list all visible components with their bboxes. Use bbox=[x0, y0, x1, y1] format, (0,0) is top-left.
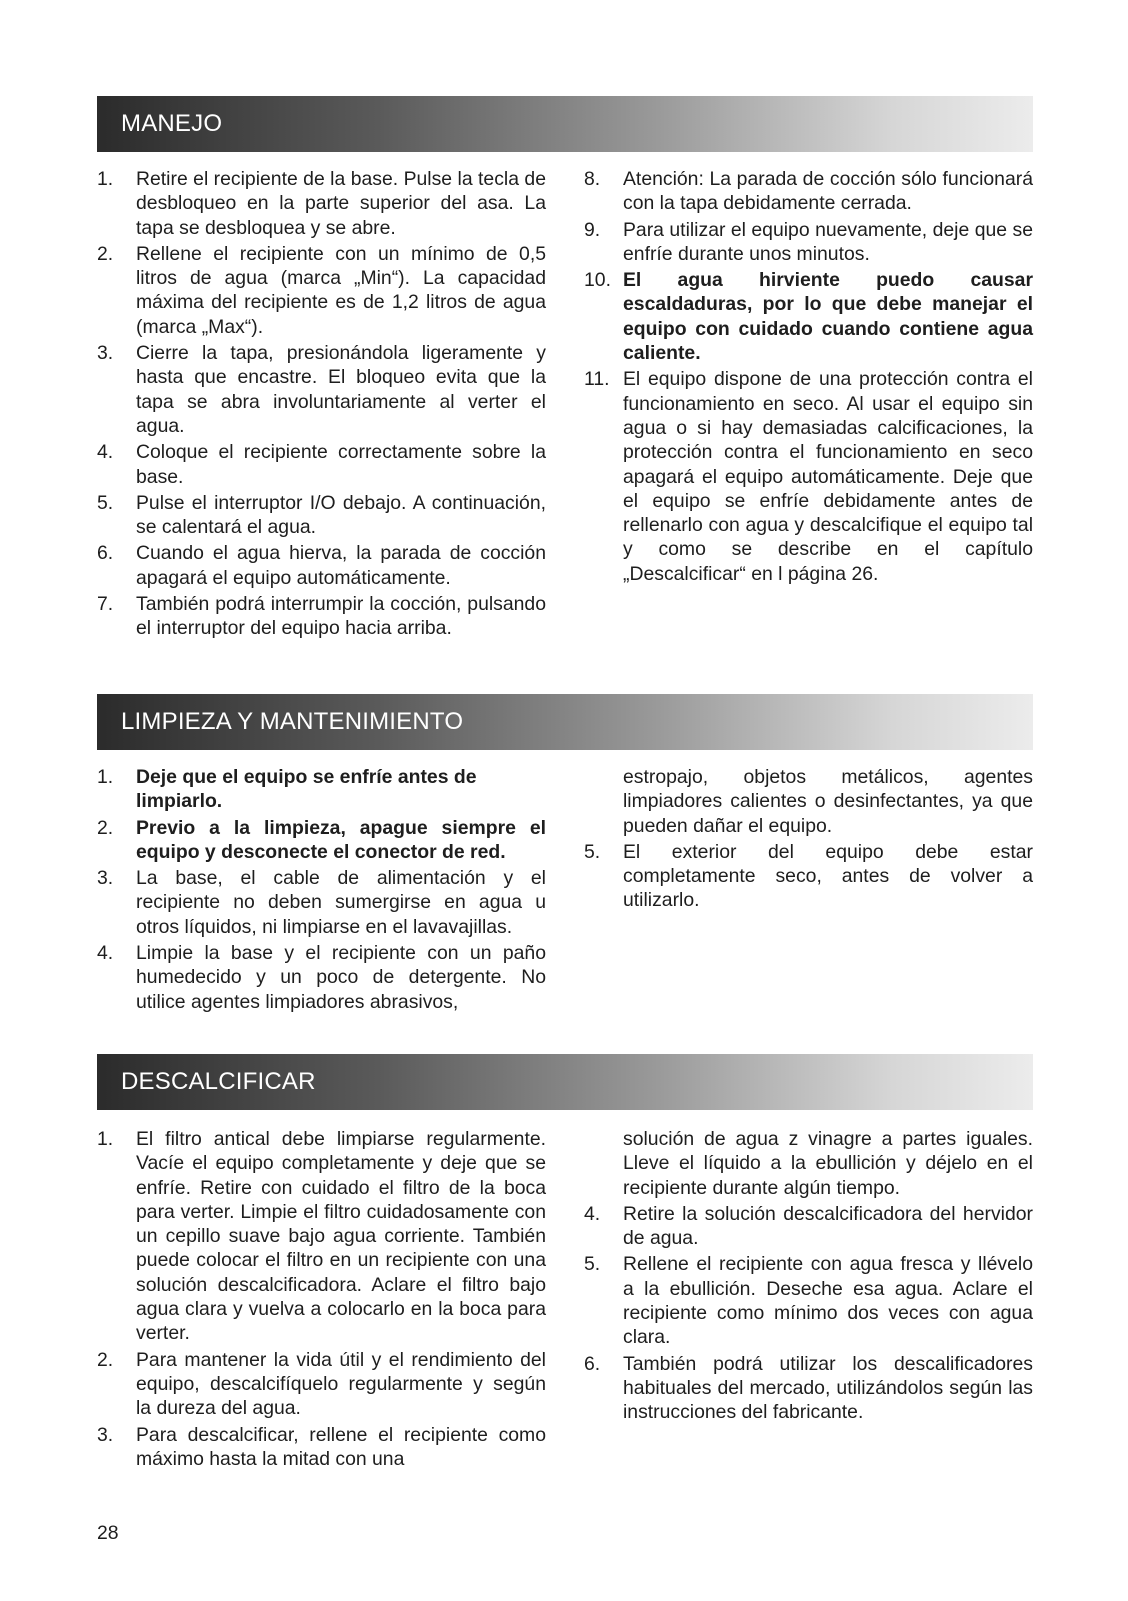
section-title: LIMPIEZA Y MANTENIMIENTO bbox=[121, 708, 464, 735]
warning-list-item: 1. Deje que el equipo se enfríe antes de limpiarlo. bbox=[97, 766, 477, 813]
list-item: 3. Para descalcificar, rellene el recipiente como máximo hasta la mitad con una bbox=[97, 1423, 546, 1470]
list-item: 6. También podrá utilizar los descalificadores habituales del mercado, utilizándolos según las instrucciones del fabricante. bbox=[584, 1352, 1033, 1424]
list-item-continuation: estropajo, objetos metálicos, agentes limpiadores calientes o desinfectantes, ya que pueden dañar el equipo. bbox=[623, 766, 1033, 837]
list-item: 3. Cierre la tapa, presionándola ligeramente y hasta que encastre. El bloqueo evita que la tapa se abra involuntariamente al verter el agua. bbox=[97, 342, 546, 437]
list-item: 9. Para utilizar el equipo nuevamente, deje que se enfríe durante unos minutos. bbox=[584, 218, 1033, 265]
list-item: 4. Coloque el recipiente correctamente sobre la base. bbox=[97, 441, 546, 488]
list-item: 5. Rellene el recipiente con agua fresca y llévelo a la ebullición. Deseche esa agua. Aclare el recipiente como mínimo dos veces con agua clara. bbox=[584, 1253, 1033, 1349]
list-item: 4. Retire la solución descalcificadora del hervidor de agua. bbox=[584, 1202, 1033, 1250]
descalcificar-right-column bbox=[584, 1127, 1033, 1427]
section-title: MANEJO bbox=[121, 110, 223, 137]
list-item: 11. El equipo dispone de una protección contra el funcionamiento en seco. Al usar el equipo sin agua o si hay demasiadas calcificaciones, la protección contra el funcionamiento en seco apagará el equipo automáticamente. Deje que el equipo se enfríe debidamente antes de rellenarlo con agua y descalcifique el equipo tal y como se describe en el capítulo „Descalcificar“ en l página 26. bbox=[584, 368, 1033, 585]
list-item: 2. Para mantener la vida útil y el rendimiento del equipo, descalcifíquelo regularmente y según la dureza del agua. bbox=[97, 1348, 546, 1420]
warning-list-item: 10. El agua hirviente puedo causar escaldaduras, por lo que debe manejar el equipo con cuidado cuando contiene agua caliente. bbox=[584, 269, 1033, 365]
list-item: 3. La base, el cable de alimentación y el recipiente no deben sumergirse en agua u otros líquidos, ni limpiarse en el lavavajillas. bbox=[97, 867, 546, 938]
list-item: 6. Cuando el agua hierva, la parada de cocción apagará el equipo automáticamente. bbox=[97, 542, 546, 589]
descalcificar-left-column bbox=[97, 1127, 546, 1473]
list-item: 2. Rellene el recipiente con un mínimo de 0,5 litros de agua (marca „Min“). La capacidad máxima del recipiente es de 1,2 litros de agua (marca „Max“). bbox=[97, 242, 546, 338]
list-item: 1. El filtro antical debe limpiarse regularmente. Vacíe el equipo completamente y deje que se enfríe. Retire con cuidado el filtro de la boca para verter. Limpie el filtro cuidadosamente con un cepillo suave bajo agua corriente. También puede colocar el filtro en un recipiente con una solución descalcificadora. Aclare el filtro bajo agua clara y vuelva a colocarlo en la boca para verter. bbox=[97, 1128, 546, 1345]
list-item-continuation: solución de agua z vinagre a partes iguales. Lleve el líquido a la ebullición y déjelo en el recipiente durante algún tiempo. bbox=[623, 1128, 1033, 1199]
warning-list-item: 2. Previo a la limpieza, apague siempre el equipo y desconecte el conector de red. bbox=[97, 816, 546, 863]
section-header-limpieza bbox=[97, 694, 1033, 750]
list-item: 5. Pulse el interruptor I/O debajo. A continuación, se calentará el agua. bbox=[97, 491, 546, 539]
page-number: 28 bbox=[97, 1522, 119, 1544]
list-item: 4. Limpie la base y el recipiente con un paño humedecido y un poco de detergente. No utilice agentes limpiadores abrasivos, bbox=[97, 942, 546, 1013]
manejo-left-column bbox=[97, 167, 546, 643]
list-item: 7. También podrá interrumpir la cocción, pulsando el interruptor del equipo hacia arriba. bbox=[97, 593, 546, 640]
manejo-right-column bbox=[584, 167, 1033, 588]
list-item: 5. El exterior del equipo debe estar completamente seco, antes de volver a utilizarlo. bbox=[584, 840, 1033, 912]
list-item: 1. Retire el recipiente de la base. Pulse la tecla de desbloqueo en la parte superior del asa. La tapa se desbloquea y se abre. bbox=[97, 168, 546, 239]
section-title: DESCALCIFICAR bbox=[121, 1068, 316, 1095]
limpieza-left-column bbox=[97, 765, 546, 1016]
list-item: 8. Atención: La parada de cocción sólo funcionará con la tapa debidamente cerrada. bbox=[584, 168, 1033, 215]
section-header-manejo bbox=[97, 96, 1033, 152]
limpieza-right-column bbox=[584, 765, 1033, 915]
section-header-descalcificar bbox=[97, 1054, 1033, 1110]
